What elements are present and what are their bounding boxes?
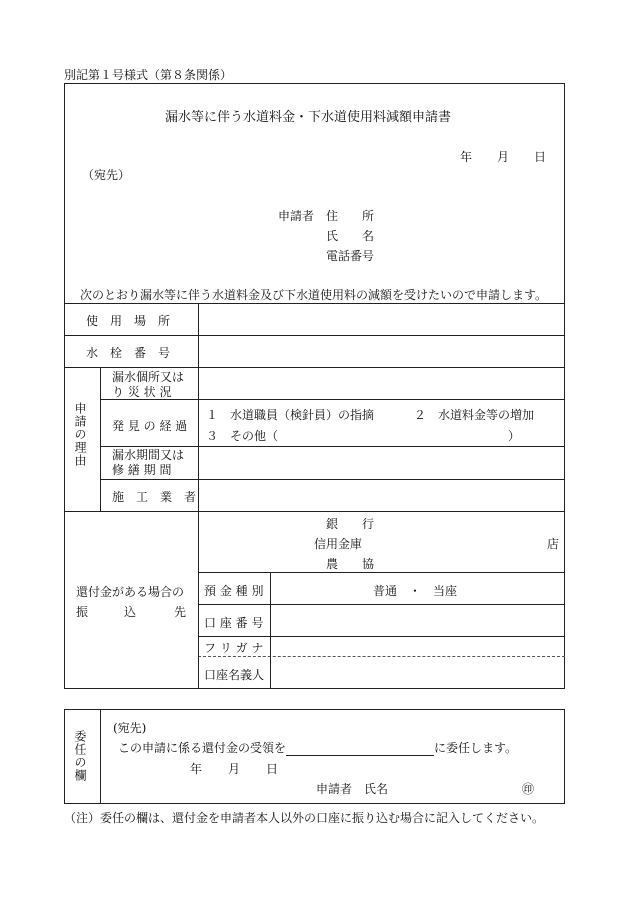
refund-label-komi: 込 bbox=[124, 605, 137, 619]
date-year-label: 年 bbox=[460, 150, 473, 164]
account-holder-label: 口座名義人 bbox=[204, 668, 265, 682]
delegate-name-blank[interactable] bbox=[286, 743, 434, 756]
delegation-applicant-name-label: 申請者 氏名 bbox=[316, 782, 389, 796]
delegation-label: 委任の欄 bbox=[73, 730, 87, 782]
form-number-label: 別記第１号様式（第８条関係） bbox=[64, 68, 233, 82]
discovery-option-other-close: ） bbox=[508, 429, 521, 443]
deposit-type-label: 預 金 種 別 bbox=[204, 584, 264, 598]
furigana-field[interactable] bbox=[276, 638, 562, 655]
name-label: 氏 名 bbox=[326, 229, 375, 243]
deposit-type-options[interactable]: 普通 ・ 当座 bbox=[373, 584, 458, 598]
leak-location-label: 漏水個所又は り 災 状 況 bbox=[112, 370, 185, 399]
refund-label-furi: 振 bbox=[76, 605, 89, 619]
footnote: （注）委任の欄は、還付金を申請者本人以外の口座に振り込む場合に記入してください。 bbox=[64, 811, 545, 825]
discovery-option-other[interactable]: ３ その他（ bbox=[206, 429, 279, 443]
contractor-field[interactable] bbox=[212, 480, 562, 510]
contractor-label: 施 工 業 者 bbox=[112, 490, 197, 504]
delegation-date-day: 日 bbox=[266, 762, 279, 776]
form-title: 漏水等に伴う水道料金・下水道使用料減額申請書 bbox=[165, 110, 452, 125]
meter-number-label: 水 栓 番 号 bbox=[86, 346, 171, 360]
phone-label: 電話番号 bbox=[326, 249, 375, 263]
branch-label: 店 bbox=[547, 537, 560, 551]
account-number-label: 口 座 番 号 bbox=[204, 616, 264, 630]
credit-union-label: 信用金庫 bbox=[314, 537, 363, 551]
delegation-date-year: 年 bbox=[190, 762, 203, 776]
reason-label: 申請の理由 bbox=[73, 402, 87, 467]
account-holder-field[interactable] bbox=[276, 658, 562, 687]
delegation-date-month: 月 bbox=[228, 762, 241, 776]
furigana-label: フ リ ガ ナ bbox=[204, 641, 264, 655]
discovery-label: 発 見 の 経 過 bbox=[112, 419, 188, 433]
delegation-statement: この申請に係る還付金の受領を に委任します。 bbox=[118, 741, 518, 755]
delegation-addressee: (宛先) bbox=[113, 721, 147, 735]
meter-number-field[interactable] bbox=[212, 336, 562, 366]
refund-destination-label: 還付金がある場合の bbox=[76, 585, 185, 599]
discovery-option-charge-increase[interactable]: ２ 水道料金等の増加 bbox=[414, 408, 535, 422]
leak-period-label: 漏水期間又は 修 繕 期 間 bbox=[112, 448, 185, 477]
leak-period-field[interactable] bbox=[212, 447, 562, 478]
account-number-field[interactable] bbox=[276, 606, 562, 634]
address-label: 住 所 bbox=[326, 209, 375, 223]
discovery-option-inspector[interactable]: １ 水道職員（検針員）の指摘 bbox=[206, 408, 375, 422]
date-day-label: 日 bbox=[534, 150, 547, 164]
application-statement: 次のとおり漏水等に伴う水道料金及び下水道使用料の減額を受けたいので申請します。 bbox=[80, 288, 548, 302]
addressee-label: （宛先） bbox=[82, 168, 131, 182]
agri-coop-label: 農 協 bbox=[326, 557, 375, 571]
usage-location-label: 使 用 場 所 bbox=[86, 314, 171, 328]
applicant-label: 申請者 bbox=[278, 209, 315, 223]
seal-mark: ㊞ bbox=[522, 782, 535, 796]
refund-label-saki: 先 bbox=[174, 605, 187, 619]
usage-location-field[interactable] bbox=[212, 304, 562, 334]
bank-label: 銀 行 bbox=[326, 517, 375, 531]
leak-location-field[interactable] bbox=[212, 368, 562, 398]
date-month-label: 月 bbox=[497, 150, 510, 164]
